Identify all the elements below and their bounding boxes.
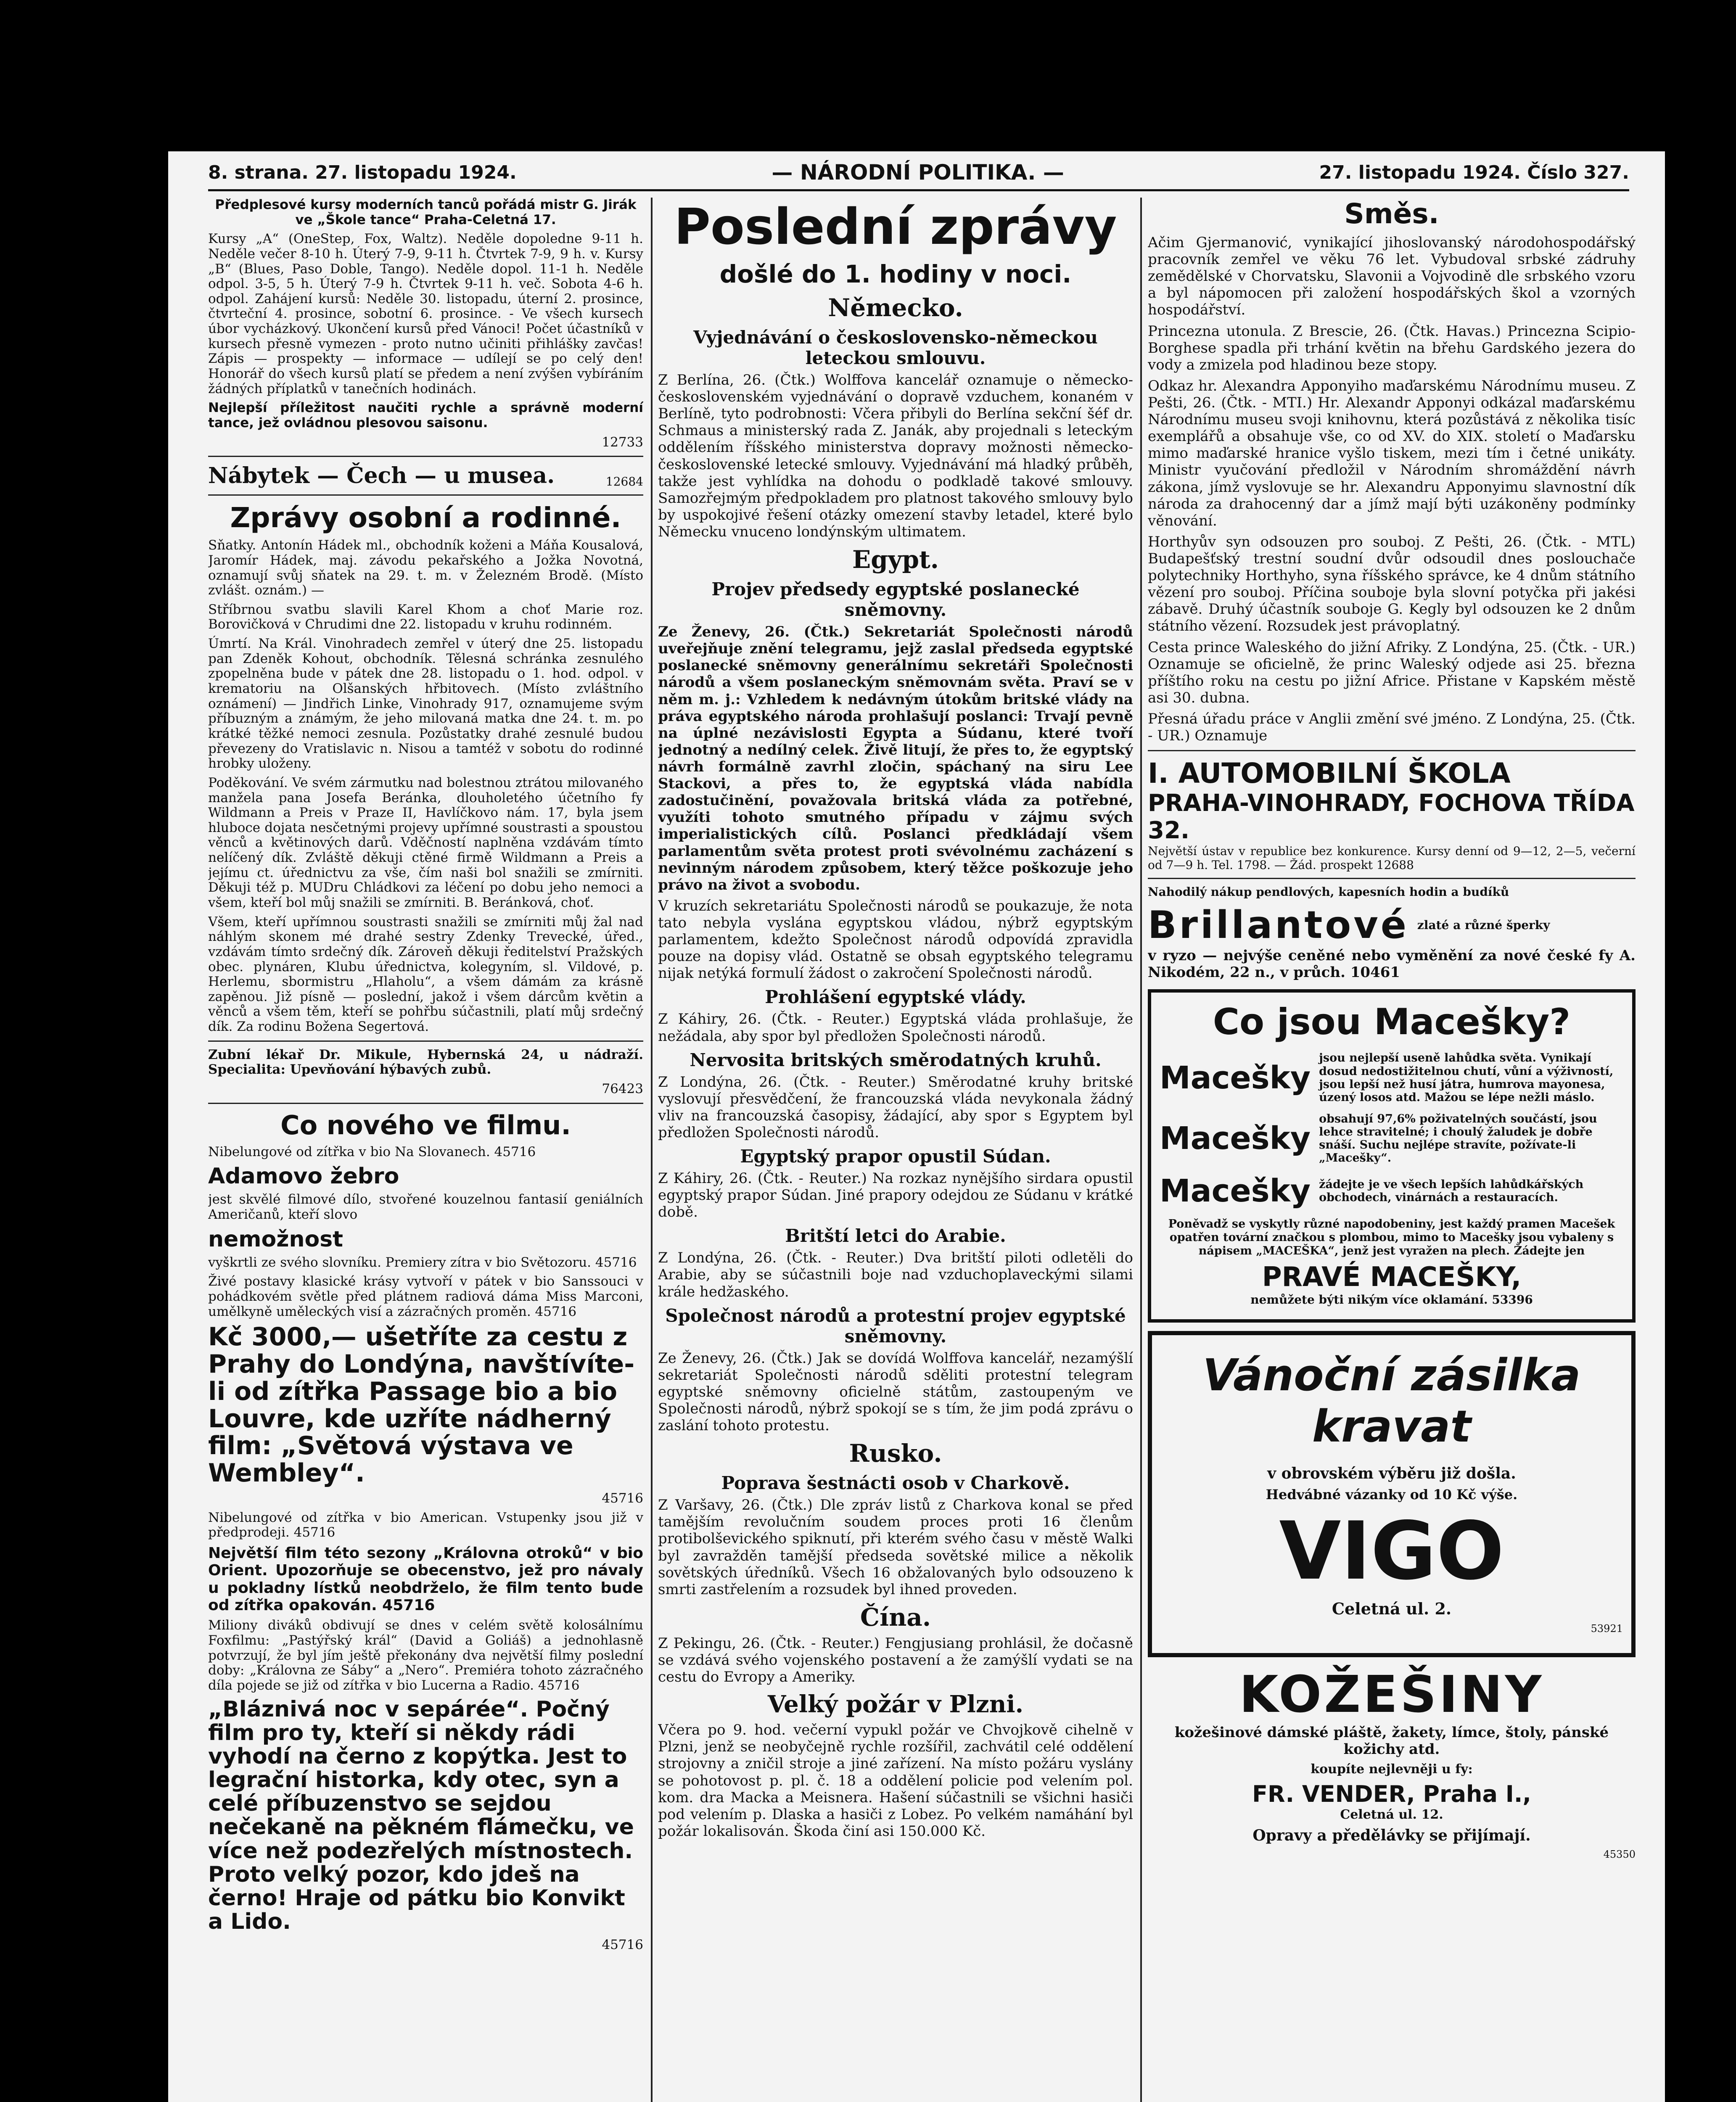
latest-news-title: Poslední zprávy [674, 198, 1117, 256]
dance-courses-number: 12733 [602, 434, 643, 450]
nem-text: Z Berlína, 26. (Čtk.) Wolffova kancelář oznamuje o německo-československém vyjednávání o dopravě vzduchem, konaném v Berlíně, tyto podrobnosti: Včera přibyli do Berlína sekční šéf dr. Schmaus a ministerský rada Z. Janák, aby projednali s leteckým oddělením říšského ministerstva dopravy možnosti německo-československé letecké smlouvy. Vyjednávání má hladký průběh, takže jest vyhlídka na dohodu o podkladě takové smlouvy. Samozřejmým předpokladem pro platnost takového smlouvy bylo by uspokojivé řešení otázky omezení stavby letadel, které bylo Německu vnuceno londýnským ultimatem. [658, 372, 1133, 540]
separator [208, 1103, 643, 1104]
macesky-desc-3: žádejte je ve všech lepších lahůdkářských obchodech, vinárnách a restauracích. [1319, 1178, 1584, 1204]
podekovani-text: Poděkování. Ve svém zármutku nad bolestnou ztrátou milovaného manžela pana Josefa Beránka, dlouholetého účetního fy Wildmann a Preis v Praze II, Havlíčkovo nám. 17, byla jsem hluboce dojata nesčetnými projevy upřímné soustrasti a spoustou věnců a květinových darů. Vděčností naplněna vzdávám tímto nelíčený dík. Zvláště děkuji ctěné firmě Wildmann a Preis a jejímu ct. úřednictvu za vše, čím naši bol snažili se zmírniti. Děkuji též p. MUDru Chládkovi za léčení po dobu jeho nemoci a všem, kteří bol můj snažili se zmírniti. B. Beránková, choť. [208, 775, 643, 910]
smes-item-4: Horthyův syn odsouzen pro souboj. Z Pešti, 26. (Čtk. - MTL) Budapešťský trestní soudní dvůr odsoudil dnes poslouchače polytechniky Horthyho, syna říšského správce, ke 4 dnům státního vězení pro souboj. Příčina souboje byla slovní potyčka při jakési zábavě. Druhý účastník souboje G. Kegly byl odsouzen ke 2 dnům státního vězení. Rozsudek jest právoplatný. [1148, 533, 1636, 635]
separator [1148, 878, 1636, 879]
kc3000-ad: Kč 3000‚— ušetříte za cestu z Prahy do Londýna, navštívíte-li od zítřka Passage bio a bio Louvre, kde uzříte nádherný film: „Světová výstava ve Wembley“. [208, 1322, 635, 1488]
kozesiny-number: 45350 [1603, 1848, 1636, 1861]
macesky-row-1 [1160, 1051, 1624, 1104]
spol-text: Ze Ženevy, 26. (Čtk.) Jak se dovídá Wolffova kancelář, nezamýšlí sekretariát Společnosti národů sděliti protestní telegram egyptské sněmovny oficielně státům, zastoupeným ve Společnosti národů, nýbrž spokojí se s tím, že jim podá zprávu o zaslání tohoto protestu. [658, 1349, 1133, 1434]
macesky-ad [1148, 989, 1636, 1323]
macesky-desc-1: jsou nejlepší useně lahůdka světa. Vynikají dosud nedostižitelnou chutí, vůní a výživností, jsou lepší než husí játra, humrova mayonesa, úzený losos atd. Mažou se lépe nežli máslo. [1319, 1051, 1614, 1104]
brill-top: Nahodilý nákup pendlových, kapesních hodin a budíků [1148, 885, 1509, 899]
dentist-number: 76423 [602, 1081, 643, 1097]
vigo-brand: VIGO [1279, 1504, 1504, 1598]
letci-text: Z Londýna, 26. (Čtk. - Reuter.) Dva britští piloti odletěli do Arabie, aby se súčastnili boje nad vzduchoplaveckými silami krále hedžaského. [658, 1249, 1133, 1300]
kc3000-number: 45716 [602, 1490, 643, 1506]
brillant-ad [1148, 885, 1636, 981]
section-rusko: Rusko. [849, 1439, 942, 1468]
macesky-row-3 [1160, 1173, 1624, 1209]
kozesiny-address: Celetná ul. 12. [1340, 1807, 1443, 1822]
vigo-text-2: Hedvábné vázanky od 10 Kč výše. [1266, 1486, 1518, 1503]
snatky-text: Sňatky. Antonín Hádek ml., obchodník koženi a Máňa Kousalová, Jaromír Hádek, maj. závodu pekařského a Jožka Novotná, oznamují svůj sňatek na 29. t. m. v Železném Brodě. (Místo zvlášt. oznám.) — [208, 538, 643, 598]
page-header [208, 158, 1629, 187]
dentist-ad: Zubní lékař Dr. Mikule, Hybernská 24, u nádraží. Specialita: Upevňování hýbavých zubů. [208, 1047, 643, 1077]
header-left: 8. strana. 27. listopadu 1924. [208, 161, 517, 183]
separator [208, 1040, 643, 1042]
macesky-desc-2: obsahují 97,6% poživatelných součástí, jsou lehce stravitelné; i choulý žaludek je dobře snáší. Suchu nejlépe stravíte, požívate-li „Macešky“. [1319, 1112, 1597, 1165]
macesky-brand: Macešky [1160, 1172, 1311, 1209]
film-nibelungove: Nibelungové od zítřka v bio Na Slovanech. 45716 [208, 1144, 536, 1159]
latest-news-subtitle: došlé do 1. hodiny v noci. [719, 260, 1072, 288]
vigo-address: Celetná ul. 2. [1332, 1599, 1452, 1618]
pozar-text: Včera po 9. hod. večerní vypukl požár ve Chvojkově cihelně v Plzni, jenž se neobyčejně rychle rozšířil, zachvátil celé oddělení strojovny a zničil stroje a jiné zařízení. Na místo požáru vyslány se pohotovost p. pl. č. 18 a oddělení policie pod velením pol. kom. dra Macka a Meisnera. Hašení súčastnili se všichni hasiči pod velením p. Dlaska a hasiči z Lobez. Po velkém namáhání byl požár lokalisován. Škoda činí asi 150.000 Kč. [658, 1722, 1133, 1840]
spol-headline: Společnost národů a protestní projev egyptské sněmovny. [665, 1305, 1126, 1347]
header-rule [208, 189, 1629, 191]
silver-wedding-text: Stříbrnou svatbu slavili Karel Khom a choť Marie roz. Borovičková v Chrudimi dne 22. listopadu v kruhu rodinném. [208, 602, 643, 632]
vigo-text-1: v obrovském výběru již došla. [1267, 1465, 1516, 1483]
nemoznost-word: nemožnost [208, 1226, 344, 1252]
macesky-prave: PRAVÉ MACEŠKY, [1262, 1262, 1522, 1293]
newspaper-page [168, 151, 1665, 2102]
rus-text: Z Varšavy, 26. (Čtk.) Dle zpráv listů z Charkova konal se před tamějším revolučním soudem proces proti 16 členům protibolševického spiknutí, při kterém svého času v městě Walki byl zavražděn tamější předseda sovětské milice a několik sovětských úředníků. Všech 16 obžalovaných bylo odsouzeno k smrti zastřelením a rozsudek byl ihned proveden. [658, 1497, 1133, 1598]
nerv-headline: Nervosita britských směrodatných kruhů. [690, 1049, 1102, 1070]
column-divider-2 [1140, 198, 1142, 2102]
nabytek-ad [208, 463, 643, 489]
eg-text-1: Ze Ženevy, 26. (Čtk.) Sekretariát Společnosti národů uveřejňuje znění telegramu, jejž zaslal předseda egyptské poslanecké sněmovny generálnímu sekretáři Společnosti národů a všem poslaneckým sněmovnám světa. Praví se v něm m. j.: Vzhledem k nedávným útokům britské vlády na práva egyptského národa prohlašují poslanci: Trvají pevně na úplné nezávislosti Egypta a Súdanu, které tvoří jednotný a nedílný celek. Živě litují, že přes to, že egyptský návrh formálně zavrhl zločin, spáchaný na siru Lee Stackovi, a přes to, že egyptská vláda nabídla zadostučinění, považovala britská vláda za potřebné, využíti tohoto smutného případu v zájmu svých imperialistických cílů. Poslanci předkládají všem parlamentům světa protest proti svévolnému zacházení s nevinným národem způsobem, který těžce poškozuje jeho právo na život a svobodu. [658, 623, 1133, 893]
nerv-text: Z Londýna, 26. (Čtk. - Reuter.) Směrodatné kruhy britské vyslovují přesvědčení, že francouzská vláda nevykonala žádný vliv na francouzská časopisy, žádající, aby spor s Egyptem byl předložen Společnosti národů. [658, 1073, 1133, 1141]
vigo-kravat: kravat [1312, 1401, 1472, 1452]
separator [208, 456, 643, 457]
vigo-number: 53921 [1591, 1622, 1623, 1635]
column-2 [658, 198, 1133, 2102]
kozesiny-end: Opravy a předělávky se přijímají. [1252, 1826, 1531, 1844]
prohl-text: Z Káhiry, 26. (Čtk. - Reuter.) Egyptská vláda prohlašuje, že nežádala, aby spor byl předložen Společnosti národů. [658, 1011, 1133, 1045]
smes-item-3: Odkaz hr. Alexandra Apponyiho maďarskému Národnímu museu. Z Pešti, 26. (Čtk. - MTI.) Hr. Alexandr Apponyi odkázal maďarskému Národnímu museu svoji knihovnu, která pozůstává z několika tisíc exemplářů a obsahuje vše, co od XV. do XIX. století o Maďarsku mimo maďarské hranice vyšlo tiskem, mezi tím i četné unikáty. Ministr vyučování předložil v Národním shromáždění návrh zákona, jímž vyslovuje se hr. Alexandru Apponyimu slavnostní dík národa za drahocenný dar a jímž mají býti uzákoněny podmínky věnování. [1148, 377, 1636, 529]
film-lucerna: Miliony diváků obdivují se dnes v celém světě kolosálnímu Foxfilmu: „Pastýřský král“ (David a Goliáš) a jednohlasně potvrzují, že byl jím ještě překonány dva největší filmy poslední doby: „Královna ze Sáby“ a „Nero“. Premiéra tohoto zázračného díla pojede se již od zítřka v bio Lucerna a Radio. 45716 [208, 1618, 643, 1693]
film-american: Nibelungové od zítřka v bio American. Vstupenky jsou již v předprodeji. 45716 [208, 1510, 643, 1540]
dance-courses-end: Nejlepší příležitost naučiti rychle a správně moderní tance, jež ovládnou plesovou saisonu. [208, 400, 643, 430]
zive-postavy: Živé postavy klasické krásy vytvoří v pátek v bio Sanssouci v pohádkovém světle před plátnem radiová dáma Miss Marconi, umělkyně uměleckých visí a zázračných proměn. 45716 [208, 1274, 643, 1319]
header-right: 27. listopadu 1924. Číslo 327. [1319, 161, 1629, 183]
brill-brand: Brillantové [1148, 903, 1409, 948]
adamovo-end: vyškrtli ze svého slovníku. Premiery zítra v bio Světozoru. 45716 [208, 1254, 637, 1270]
macesky-row-2 [1160, 1112, 1624, 1165]
vigo-ad [1148, 1331, 1636, 1657]
brill-row [1148, 903, 1636, 947]
smes-item-6: Přesná úřadu práce v Anglii změní své jméno. Z Londýna, 25. (Čtk. - UR.) Oznamuje [1148, 710, 1636, 745]
macesky-warning: Poněvadž se vyskytly různé napodobeniny, jest každý pramen Macešek opatřen tovární značkou s plombou, mimo to Macešky jsou vybaleny s nápisem „MACEŠKA“, jenž jest vyražen na plech. Žádejte jen [1168, 1217, 1615, 1257]
section-cina: Čína. [860, 1603, 931, 1632]
macesky-end: nemůžete býti nikým více oklamání. 53396 [1250, 1293, 1533, 1307]
column-1 [208, 198, 643, 2102]
macesky-brand: Macešky [1160, 1120, 1311, 1157]
nem-headline: Vyjednávání o československo-německou leteckou smlouvu. [693, 327, 1098, 368]
smes-item-1: Ačim Gjermanović, vynikající jihoslovanský národohospodářský pracovník zemřel ve věku 76 let. Vybudoval srbské zádruhy zemědělské v Chorvatsku, Slavonii a Vojvodině dle srbského vzoru a byl nápomocen při založení hospodářských škol a vzorných hospodářství. [1148, 234, 1636, 319]
column-3 [1148, 198, 1636, 2102]
nabytek-text: Nábytek — Čech — u musea. [208, 463, 555, 489]
kozesiny-buy: koupíte nejlevněji u fy: [1311, 1762, 1473, 1777]
brill-side: zlaté a různé šperky [1417, 918, 1550, 932]
kozesiny-text: kožešinové dámské pláště, žakety, límce, štoly, pánské kožichy atd. [1174, 1724, 1609, 1758]
column-divider-1 [651, 198, 653, 2102]
prapor-headline: Egyptský prapor opustil Súdan. [740, 1146, 1051, 1167]
film-orient: Největší film této sezony „Královna otroků“ v bio Orient. Upozorňuje se obecenstvo, jež pro návaly u pokladny lístků neobdrželo, že film tento bude od zítřka opakován. 45716 [208, 1544, 643, 1614]
adamovo-text: jest skvělé filmové dílo, stvořené kouzelnou fantasií geniálních Američanů, kteří slovo [208, 1192, 643, 1222]
prohl-headline: Prohlášení egyptské vlády. [765, 987, 1026, 1008]
umrti-text: Úmrtí. Na Král. Vinohradech zemřel v úterý dne 25. listopadu pan Zdeněk Kohout, obchodník. Tělesná schránka zesnulého zpopelněna bude v pátek dne 28. listopadu o 1. hod. odpol. v krematoriu na Olšanských hřbitovech. (Místo zvláštního oznámení) — Jindřich Linke, Vinohrady 917, oznamujeme svým příbuzným a známým, že jeho milovaná matka dne 24. t. m. po krátké těžké nemoci zesnula. Pozůstatky drahé zesnulé budou převezeny do Vratislavic n. Nisou a tamtéž v sobotu do rodinné hrobky uloženy. [208, 636, 643, 771]
auto-school-ad [1148, 757, 1636, 872]
cina-text: Z Pekingu, 26. (Čtk. - Reuter.) Fengjusiang prohlásil, že dočasně se vzdává svého vojenského postavení a že zamýšlí vydati se na cestu do Evropy a Ameriky. [658, 1635, 1133, 1686]
personal-news-title: Zprávy osobní a rodinné. [230, 502, 621, 534]
masthead: — NÁRODNÍ POLITIKA. — [772, 160, 1064, 185]
blazniva-noc-ad: „Bláznivá noc v sepárée“. Počný film pro ty, kteří si někdy rádi vyhodí na černo z kopýtka. Jest to legrační historka, kdy otec, syn a celé příbuzenstvo se sejdou nečekaně na pěkném flámečku, ve více než podezřelých místnostech. Proto velký pozor, kdo jdeš na černo! Hraje od pátku bio Konvikt a Lido. [208, 1696, 634, 1935]
separator [1148, 750, 1636, 751]
rus-headline: Poprava šestnácti osob v Charkově. [721, 1473, 1070, 1494]
section-egypt: Egypt. [852, 545, 939, 574]
blazniva-number: 45716 [602, 1937, 643, 1953]
auto-text: Největší ústav v republice bez konkurence. Kursy denní od 9—12, 2—5, večerní od 7—9 h. Tel. 1798. — Žád. prospekt 12688 [1148, 844, 1636, 872]
adamovo-title: Adamovo žebro [208, 1164, 399, 1189]
smes-title: Směs. [1344, 198, 1439, 230]
eg-headline: Projev předsedy egyptské poslanecké sněmovny. [711, 579, 1080, 621]
film-section-title: Co nového ve filmu. [280, 1109, 571, 1141]
eg-text-2: V kruzích sekretariátu Společnosti národů se poukazuje, že nota tato nebyla vyslána egyptskou vládou, nýbrž egyptským parlamentem, kdežto Společnost národů odpovídá zpravidla pouze na dopisy vlád. Ostatně se obsah egyptského telegramu nijak netýká formulí žádost o zakročení Společnosti národů. [658, 897, 1133, 982]
dance-courses-text: Kursy „A“ (OneStep, Fox, Waltz). Neděle dopoledne 9-11 h. Neděle večer 8-10 h. Úterý 7-9, 9-11 h. Čtvrtek 7-9, 9 h. v. Kursy „B“ (Blues, Paso Doble, Tango). Neděle dopol. 11-1 h. Neděle odpol. 3-5, 5 h. Úterý 7-9 h. Čtvrtek 9-11 h. več. Sobota 4-6 h. odpol. Zahájení kursů: Neděle 30. listopadu, úterní 2. prosince, čtvrteční 4. prosince, sobotní 6. prosince. - Ve všech kursech úbor vycházkový. Ukončení kursů před Vánoci! Počet účastníků v kursech přesně vymezen - proto nutno učiniti přihlášky zavčas! Zápis — prospekty — informace — udílejí se po celý den! Honorář do všech kursů platí se předem a není zvýšen vybíráním žádných příplatků v tanečních hodinách. [208, 231, 643, 396]
prapor-text: Z Káhiry, 26. (Čtk. - Reuter.) Na rozkaz nynějšího sirdara opustil egyptský prapor Súdan. Jiné prapory odejdou ze Súdanu v krátké době. [658, 1170, 1133, 1221]
pozar-headline: Velký požár v Plzni. [767, 1690, 1024, 1719]
letci-headline: Britští letci do Arabie. [785, 1225, 1006, 1246]
auto-subtitle: PRAHA-VINOHRADY, FOCHOVA TŘÍDA 32. [1148, 790, 1635, 845]
dance-courses-title: Předplesové kursy moderních tanců pořádá mistr G. Jirák ve „Škole tance“ Praha-Celetná 17. [215, 198, 637, 227]
macesky-brand: Macešky [1160, 1059, 1311, 1096]
vigo-vanocni: Vánoční zásilka [1202, 1349, 1581, 1401]
auto-title: I. AUTOMOBILNÍ ŠKOLA [1148, 757, 1511, 790]
section-nemecko: Německo. [828, 293, 963, 322]
smes-item-5: Cesta prince Waleského do jižní Afriky. Z Londýna, 25. (Čtk. - UR.) Oznamuje se oficielně, že princ Waleský odjede asi 25. března příštího roku na cestu po jižní Africe. Přistane v Kapském městě asi 30. dubna. [1148, 639, 1636, 706]
thanks-text: Všem, kteří upřímnou soustrasti snažili se zmírniti můj žal nad náhlým skonem mé drahé sestry Zdenky Trevecké, úřed., vzdávám tímto srdečný dík. Zároveň děkuji ředitelství Pražských obec. plynáren, Klubu úřednictva, kolegyním, sl. Vildové, p. Herlemu, sbormistru „Hlaholu“, a všem dámám za krásně zapěnou. Již písně — poslední, jakož i všem dárcům květin a věnců a všem těm, kteří se pohřbu súčastnili, platí můj srdečný dík. Za rodinu Božena Segertová. [208, 914, 643, 1035]
macesky-question: Co jsou Macešky? [1213, 1001, 1571, 1043]
kozesiny-ad [1148, 1666, 1636, 1861]
nabytek-number: 12684 [605, 475, 643, 489]
brill-bottom: v ryzo — nejvýše ceněné nebo vyměnění za nové české fy A. Nikodém, 22 n., v průch. 10461 [1148, 947, 1636, 981]
separator [208, 494, 643, 496]
kozesiny-firm: FR. VENDER, Praha I., [1252, 1781, 1531, 1808]
smes-item-2: Princezna utonula. Z Brescie, 26. (Čtk. Havas.) Princezna Scipio-Borghese spadla při trhání květin na břehu Gardského jezera do vody a zmizela pod hladinou beze stopy. [1148, 322, 1636, 373]
kozesiny-title: KOŽEŠINY [1239, 1665, 1544, 1724]
